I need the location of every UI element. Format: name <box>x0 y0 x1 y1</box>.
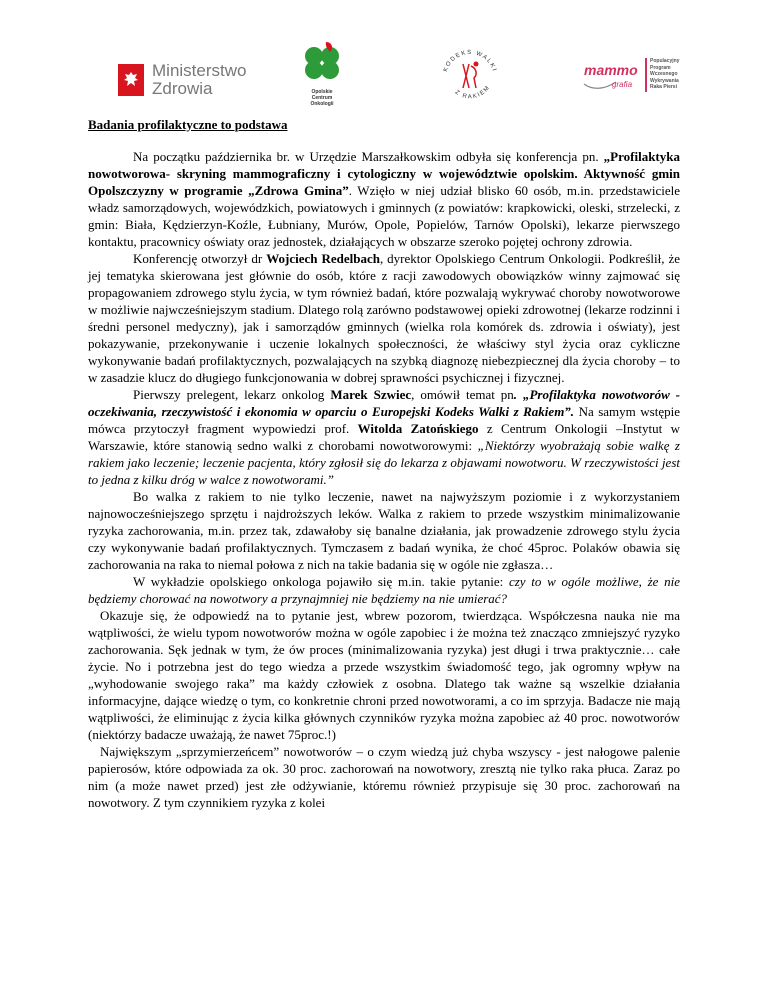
mammografia-logo <box>580 58 679 92</box>
divider-bar <box>645 58 647 92</box>
ministry-line-1: Ministerstwo <box>152 61 247 80</box>
oco-line-2: Centrum <box>311 95 333 101</box>
kodeks-bottom-text: Z RAKIEM <box>453 84 492 101</box>
header-logos <box>0 40 768 110</box>
clover-icon <box>296 40 348 84</box>
article-title: Badania profilaktyczne to podstawa <box>88 117 288 132</box>
article <box>88 116 680 811</box>
kodeks-top-text: KODEKS WALKI <box>442 49 498 73</box>
kodeks-logo <box>436 42 504 110</box>
ministry-of-health-logo <box>118 62 246 98</box>
eagle-emblem-icon <box>118 64 144 96</box>
paragraph-4: Bo walka z rakiem to nie tylko leczenie, nawet na najwyższym poziomie i z wykorzystaniem najnowocześniejszego sprzętu i najdroższych leków. Walka z rakiem to przede wszystkim minimalizowanie ryzyka zachorowania, m.in. przez tak, zdawałoby się banalne działania, jak prowadzenie zdrowego stylu życia czy wykonywanie badań profilaktycznych. Tymczasem z badań wynika, że choć 45proc. Polaków obawia się zachorowania na raka to niemal połowa z nich na takie badania się w ogóle nie zgłasza… <box>88 489 680 572</box>
mammo-grafia: grafia <box>612 80 633 89</box>
program-line-2: Program <box>650 64 671 71</box>
oco-logo <box>292 40 352 107</box>
program-line-4: Wykrywania <box>650 77 679 84</box>
program-line-1: Populacyjny <box>650 58 680 64</box>
oco-line-1: Opolskie <box>311 89 333 95</box>
program-line-5: Raka Piersi <box>650 84 677 90</box>
paragraph-2: Konferencję otworzył dr Wojciech Redelbach, dyrektor Opolskiego Centrum Onkologii. Podkreślił, że jej tematyka skierowana jest głównie do osób, które z racji zawodowych obowiązków winny zajmować się propagowaniem zdrowego stylu życia, w tym również badań, które pozwalają wykrywać choroby nowotworowe w możliwie najwcześniejszym stadium. Dlatego rolą zarówno podstawowej opieki zdrowotnej (lekarze rodzinni i średni personel medyczny), jak i samorządów gminnych (wielka rola komórek ds. zdrowia i oświaty), jest pokazywanie, przekonywanie i uczenie lokalnych społeczności, że właściwy styl życia oraz cykliczne wykonywanie badań profilaktycznych, pozwalających na szybką diagnozę niebezpiecznej dla życia choroby – to w zasadzie klucz do długiego funkcjonowania w dobrej sprawności psychicznej i fizycznej. <box>88 251 681 385</box>
paragraph-1: Na początku października br. w Urzędzie Marszałkowskim odbyła się konferencja pn. „Profilaktyka nowotworowa- skryning mammograficzny i cytologiczny w województwie opolskim. Aktywność gmin Opolszczyzny w programie „Zdrowa Gmina”. Wzięło w niej udział blisko 60 osób, m.in. przedstawiciele władz samorządowych, wojewódzkich, powiatowych i gminnych (z powiatów: krapkowicki, oleski, strzelecki, z gmin: Biała, Kędzierzyn-Koźle, Łubniany, Murów, Opole, Popielów, Tarnów Opolski), lekarze pierwszego kontaktu, pracownicy oświaty oraz jednostek, działających w obszarze szeroko pojętej ochrony zdrowia. <box>88 149 680 249</box>
paragraph-6: Okazuje się, że odpowiedź na to pytanie jest, wbrew pozorom, twierdząca. Współczesna nauka nie ma wątpliwości, że wielu typom nowotworów można w ogóle zapobiec i że można też znacząco zmniejszyć ryzyko zachorowania. Sęk jednak w tym, że ów proces (minimalizowania ryzyka) jest długi i trwa praktycznie… całe życie. No i potrzebna jest do tego wiedza a przede wszystkim świadomość tego, jak ogromny wpływ na „wyhodowanie swojego raka” ma każdy człowiek z osobna. Dlatego tak ważne są wszelkie działania informacyjne, dające wiedzę o tym, co konkretnie chroni przed nowotworami, a co im sprzyja. Badacze nie mają wątpliwości, że eliminując z życia kilka głównych czynników ryzyka można zapobiec aż 40 proc. nowotworów (niektórzy badacze uważają, że nawet 75proc.!) <box>88 608 680 742</box>
paragraph-7: Największym „sprzymierzeńcem” nowotworów – o czym wiedzą już chyba wszyscy - jest nałogowe palenie papierosów, które odpowiada za ok. 30 proc. zachorowań na nowotwory, zresztą nie tylko raka płuca. Zaraz po nim (a może nawet przed) jest złe odżywianie, któremu również przypisuje się 30 proc. zachorowań na nowotwory. Z tym czynnikiem ryzyka z kolei <box>88 744 680 810</box>
paragraph-3: Pierwszy prelegent, lekarz onkolog Marek Szwiec, omówił temat pn. „Profilaktyka nowotworów - oczekiwania, rzeczywistość i ekonomia w oparciu o Europejski Kodeks Walki z Rakiem”. Na samym wstępie mówca przytoczył fragment wypowiedzi prof. Witolda Zatońskiego z Centrum Onkologii –Instytut w Warszawie, które stanowią sedno walki z chorobami nowotworowymi: „Niektórzy wyobrażają sobie walkę z rakiem jako leczenie; leczenie pacjenta, który zgłosił się do lekarza z objawami nowotworu. W rzeczywistości jest to jedna z kilku dróg w walce z nowotworami.” <box>88 387 681 487</box>
mammo-word: mammo <box>584 62 638 78</box>
oco-line-3: Onkologii <box>310 101 334 107</box>
ministry-line-2: Zdrowia <box>152 79 213 98</box>
paragraph-5: W wykładzie opolskiego onkologa pojawiło się m.in. takie pytanie: czy to w ogóle możliwe, że nie będziemy chorować na nowotwory a przynajmniej nie będziemy na nie umierać? <box>88 574 680 606</box>
ribbon-icon <box>463 64 476 88</box>
program-line-3: Wczesnego <box>650 71 678 77</box>
